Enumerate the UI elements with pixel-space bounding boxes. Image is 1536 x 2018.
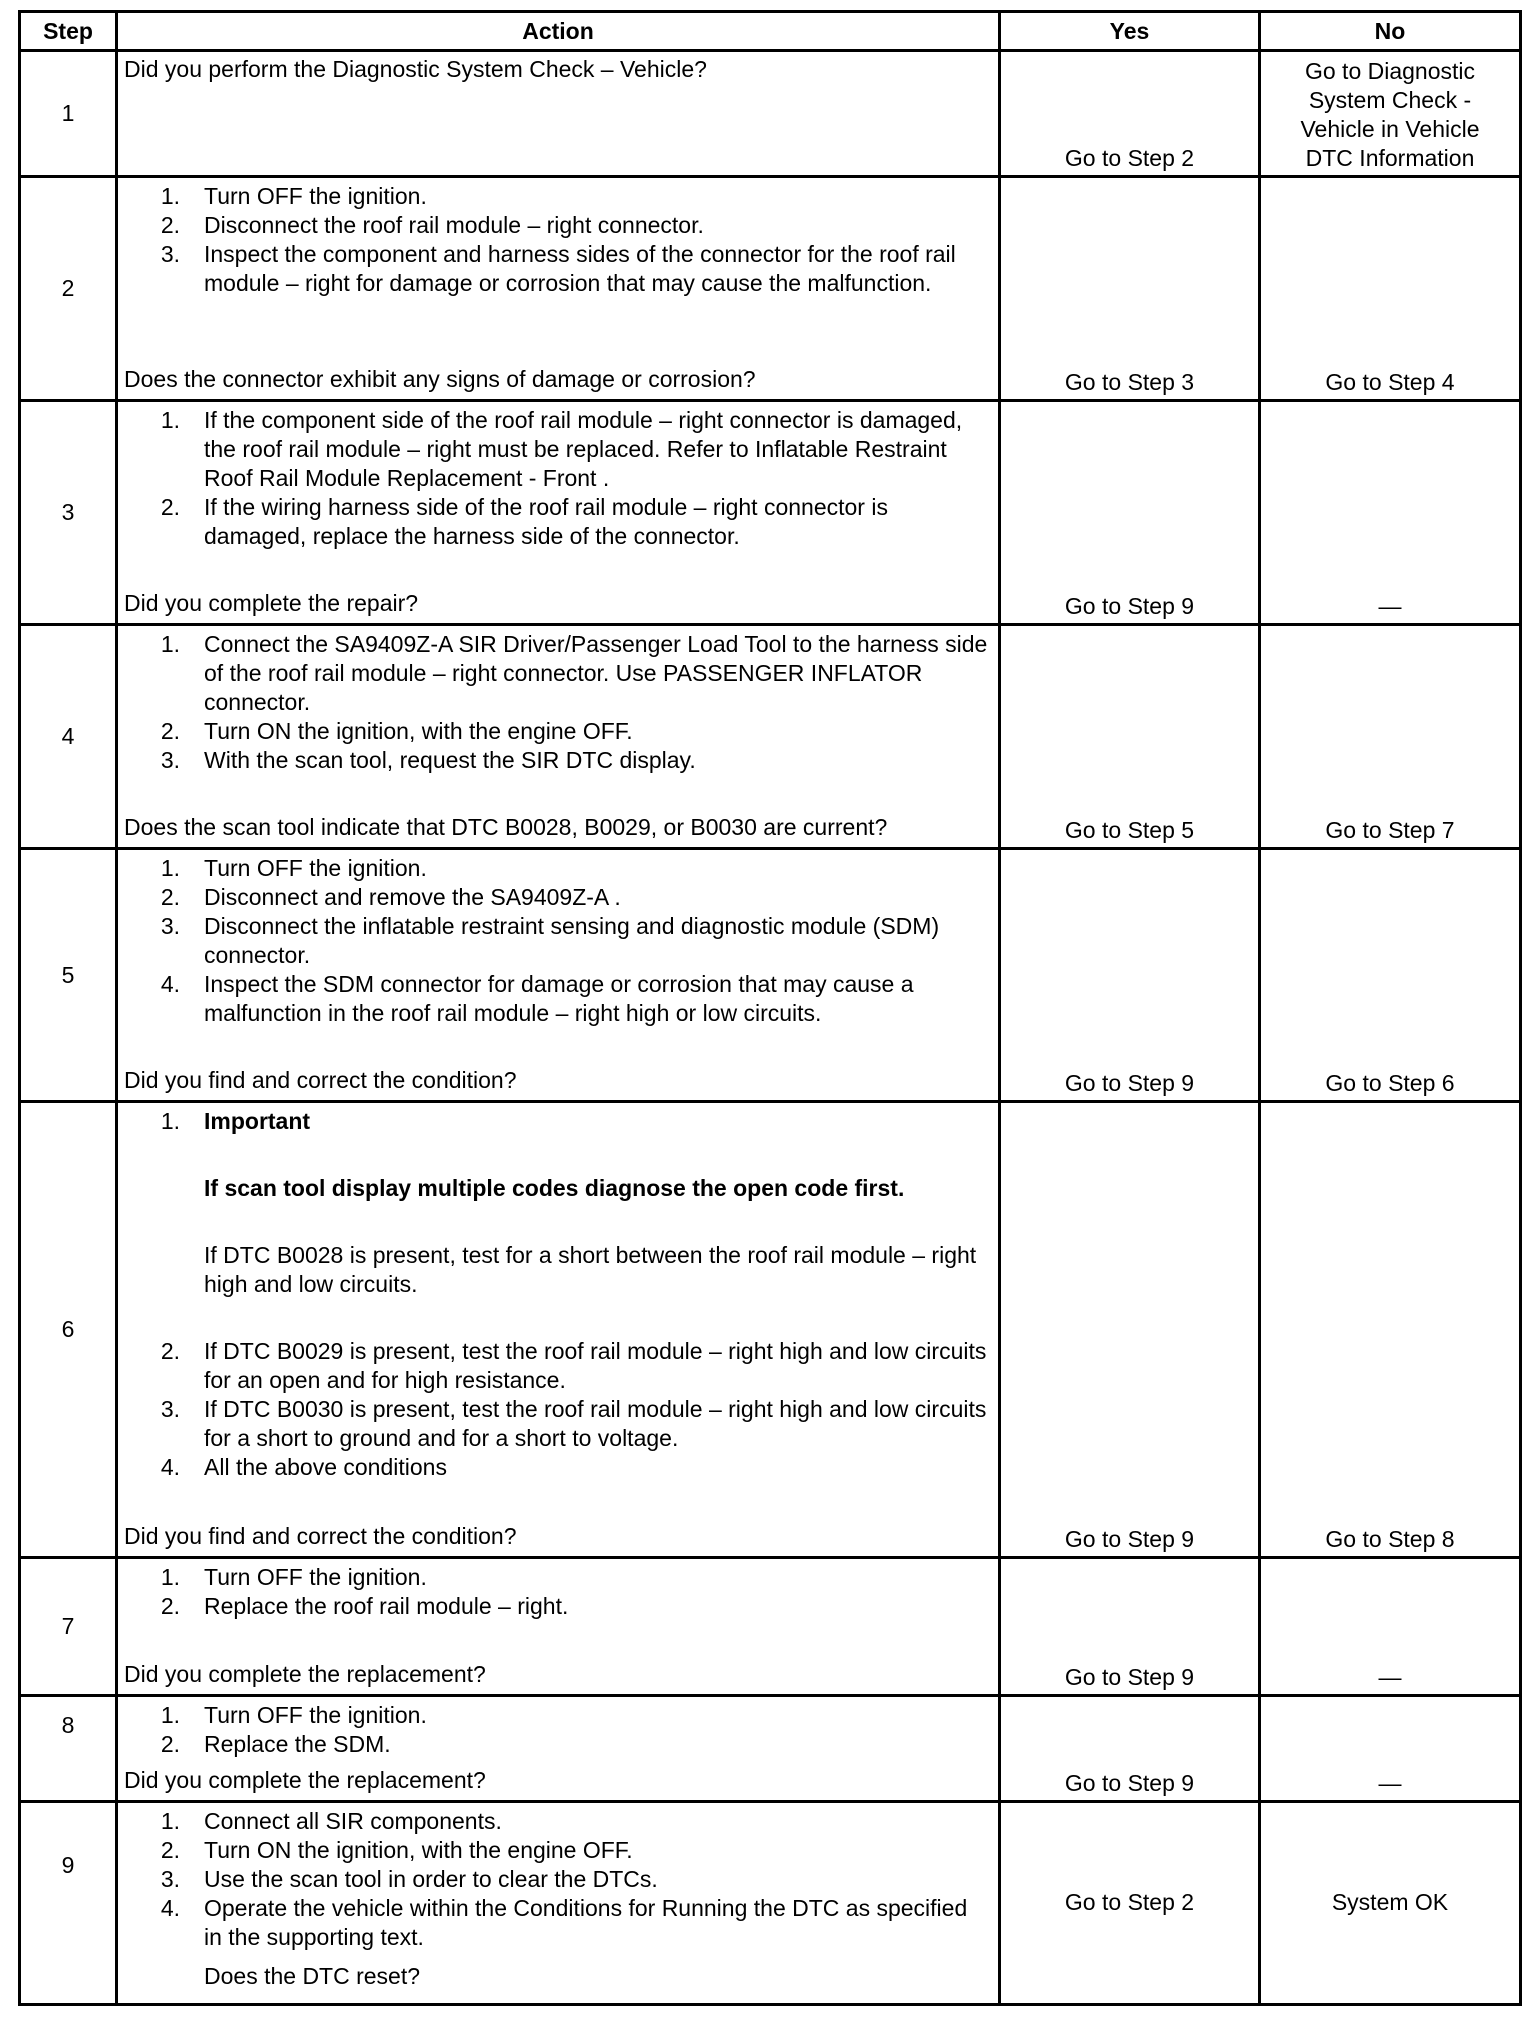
action-cell xyxy=(117,401,1000,625)
yes-action: Go to Step 9 xyxy=(1064,593,1195,619)
step-number: 6 xyxy=(20,1102,117,1558)
important-label: Important xyxy=(204,1108,311,1134)
action-list xyxy=(124,402,994,551)
list-item: 1. Connect all SIR components. xyxy=(160,1808,502,1834)
no-cell xyxy=(1260,1802,1521,2005)
no-cell xyxy=(1260,1696,1521,1802)
action-list xyxy=(124,1103,994,1482)
action-list xyxy=(124,626,994,775)
table-row xyxy=(20,51,1521,177)
list-item: 2. Turn ON the ignition, with the engine OFF. xyxy=(160,1837,633,1863)
no-cell xyxy=(1260,625,1521,849)
no-action: — xyxy=(1378,593,1402,619)
important-text: If scan tool display multiple codes diagnose the open code first. xyxy=(204,1175,905,1201)
yes-action: Go to Step 5 xyxy=(1064,817,1195,843)
action-cell xyxy=(117,1802,1000,2005)
step-number: 7 xyxy=(20,1558,117,1696)
header-yes: Yes xyxy=(1000,12,1260,51)
yes-action: Go to Step 9 xyxy=(1064,1070,1195,1096)
step-number: 8 xyxy=(20,1696,117,1802)
table-row xyxy=(20,1802,1521,2005)
table-row xyxy=(20,1696,1521,1802)
list-item xyxy=(124,1962,994,1991)
list-item: 1. Connect the SA9409Z-A SIR Driver/Passenger Load Tool to the harness side of the roof rail module – right connector. Use PASSENGER INFLATOR connector. xyxy=(160,631,988,715)
yes-cell xyxy=(1000,1696,1260,1802)
action-list xyxy=(124,178,994,298)
yes-cell xyxy=(1000,1102,1260,1558)
no-action: — xyxy=(1378,1664,1402,1690)
list-item: 1. Turn OFF the ignition. xyxy=(160,855,427,881)
header-step: Step xyxy=(20,12,117,51)
no-action: Go to Step 8 xyxy=(1325,1526,1455,1552)
list-item: 2. Replace the roof rail module – right. xyxy=(160,1593,569,1619)
yes-cell xyxy=(1000,1802,1260,2005)
step-question: Does the connector exhibit any signs of damage or corrosion? xyxy=(124,366,756,392)
yes-action: Go to Step 9 xyxy=(1064,1526,1195,1552)
step-number: 9 xyxy=(20,1802,117,2005)
table-row xyxy=(20,849,1521,1102)
list-item: 1. Turn OFF the ignition. xyxy=(160,1564,427,1590)
list-item: 2. Disconnect and remove the SA9409Z-A . xyxy=(160,884,621,910)
no-cell xyxy=(1260,401,1521,625)
no-action: Go to Step 6 xyxy=(1325,1070,1455,1096)
table-row xyxy=(20,625,1521,849)
step-number: 5 xyxy=(20,849,117,1102)
header-row xyxy=(20,12,1521,51)
list-item: 3. Disconnect the inflatable restraint sensing and diagnostic module (SDM) connector. xyxy=(160,913,940,968)
action-list xyxy=(124,1803,994,1991)
action-cell xyxy=(117,51,1000,177)
action-list xyxy=(124,1697,994,1759)
step-number: 3 xyxy=(20,401,117,625)
list-item: 4. Inspect the SDM connector for damage or corrosion that may cause a malfunction in the roof rail module – right high or low circuits. xyxy=(160,971,914,1026)
action-list xyxy=(124,1559,994,1621)
yes-action: Go to Step 2 xyxy=(1064,145,1195,171)
yes-action: Go to Step 3 xyxy=(1064,369,1195,395)
step-number: 1 xyxy=(20,51,117,177)
list-item: 3. If DTC B0030 is present, test the roof rail module – right high and low circuits for a short to ground and for a short to voltage. xyxy=(160,1396,987,1451)
step-question: Did you complete the replacement? xyxy=(124,1767,486,1793)
list-item: 1. Turn OFF the ignition. xyxy=(160,183,427,209)
list-item: 4. All the above conditions xyxy=(160,1454,447,1480)
list-item: 2. Disconnect the roof rail module – right connector. xyxy=(160,212,704,238)
list-item: 2. Replace the SDM. xyxy=(160,1731,391,1757)
no-action: Go to Step 7 xyxy=(1325,817,1455,843)
step-number: 2 xyxy=(20,177,117,401)
yes-action: Go to Step 9 xyxy=(1064,1664,1195,1690)
step-question: Did you find and correct the condition? xyxy=(124,1523,517,1549)
action-cell xyxy=(117,1558,1000,1696)
important-note: If DTC B0028 is present, test for a short between the roof rail module – right high and low circuits. xyxy=(204,1242,977,1297)
step-question: Did you complete the repair? xyxy=(124,590,419,616)
diagnostic-table xyxy=(18,10,1522,2006)
yes-cell xyxy=(1000,51,1260,177)
no-cell xyxy=(1260,1558,1521,1696)
yes-cell xyxy=(1000,625,1260,849)
list-item: 2. If the wiring harness side of the roof rail module – right connector is damaged, replace the harness side of the connector. xyxy=(160,494,888,549)
list-item: 3. With the scan tool, request the SIR DTC display. xyxy=(160,747,696,773)
action-cell xyxy=(117,625,1000,849)
step-number: 4 xyxy=(20,625,117,849)
table-row xyxy=(20,177,1521,401)
action-cell xyxy=(117,849,1000,1102)
no-cell xyxy=(1260,1102,1521,1558)
no-action: System OK xyxy=(1331,1888,1449,1915)
yes-cell xyxy=(1000,177,1260,401)
yes-action: Go to Step 2 xyxy=(1064,1888,1195,1915)
action-list xyxy=(124,850,994,1028)
step-question: Does the scan tool indicate that DTC B0028, B0029, or B0030 are current? xyxy=(124,814,888,840)
no-cell xyxy=(1260,51,1521,177)
step-question: Did you complete the replacement? xyxy=(124,1661,486,1687)
action-cell xyxy=(117,177,1000,401)
header-no: No xyxy=(1260,12,1521,51)
header-action: Action xyxy=(117,12,1000,51)
yes-cell xyxy=(1000,1558,1260,1696)
list-item: 3. Use the scan tool in order to clear the DTCs. xyxy=(160,1866,658,1892)
action-cell xyxy=(117,1102,1000,1558)
no-action: — xyxy=(1378,1770,1402,1796)
no-action: Go to Diagnostic System Check - Vehicle in Vehicle DTC Information xyxy=(1300,58,1480,171)
list-item: 1. If the component side of the roof rail module – right connector is damaged, the roof rail module – right must be replaced. Refer to Inflatable Restraint Roof Rail Module Replacement - Front . xyxy=(160,407,963,491)
table-row xyxy=(20,1102,1521,1558)
no-cell xyxy=(1260,177,1521,401)
step-question: Does the DTC reset? xyxy=(204,1963,421,1989)
yes-cell xyxy=(1000,849,1260,1102)
list-item: 1. Turn OFF the ignition. xyxy=(160,1702,427,1728)
table-row xyxy=(20,401,1521,625)
list-item: 1. Important If scan tool display multiple codes diagnose the open code first. If DTC B0028 is present, test for a short between the roof rail module – right high and low circuits. xyxy=(124,1107,994,1299)
list-item: 3. Inspect the component and harness sides of the connector for the roof rail module – right for damage or corrosion that may cause the malfunction. xyxy=(160,241,956,296)
yes-cell xyxy=(1000,401,1260,625)
yes-action: Go to Step 9 xyxy=(1064,1770,1195,1796)
action-cell xyxy=(117,1696,1000,1802)
list-item: 2. If DTC B0029 is present, test the roof rail module – right high and low circuits for an open and for high resistance. xyxy=(160,1338,987,1393)
table-row xyxy=(20,1558,1521,1696)
step-question: Did you perform the Diagnostic System Check – Vehicle? xyxy=(124,56,707,82)
no-cell xyxy=(1260,849,1521,1102)
no-action: Go to Step 4 xyxy=(1325,369,1455,395)
list-item: 2. Turn ON the ignition, with the engine OFF. xyxy=(160,718,633,744)
step-question: Did you find and correct the condition? xyxy=(124,1067,517,1093)
list-item: 4. Operate the vehicle within the Conditions for Running the DTC as specified in the supporting text. xyxy=(160,1895,968,1950)
